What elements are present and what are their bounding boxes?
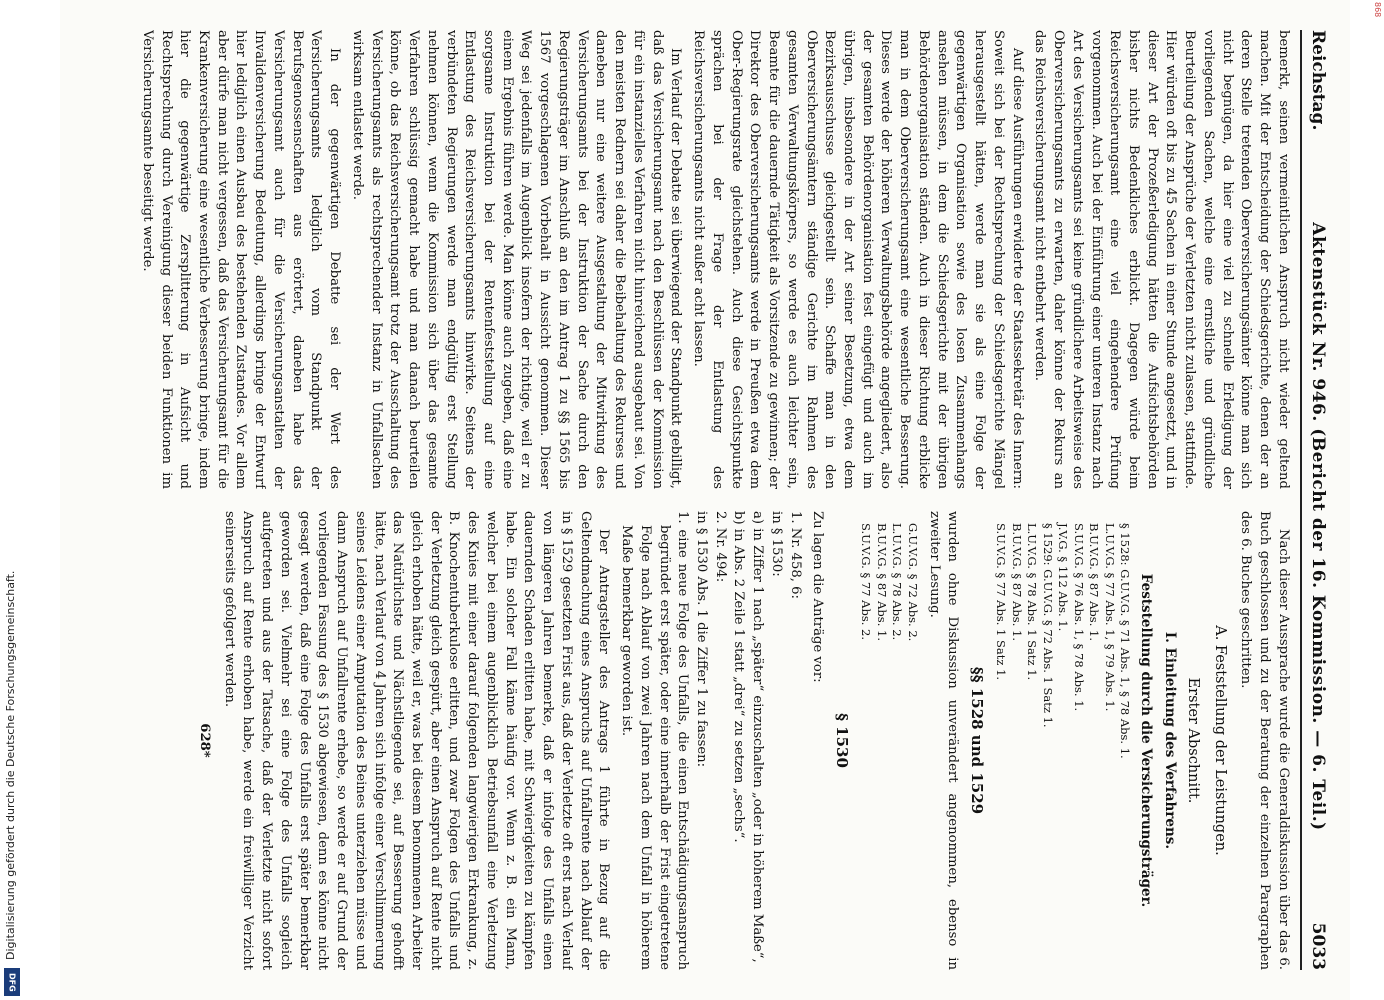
law-references [993,523,1133,970]
reference-line: J.V.G. § 112 Abs. 1. [1056,523,1071,632]
header-left: Reichstag. [1308,30,1328,131]
header-page-number: 5033 [1308,922,1328,970]
digitization-credit-strip [0,0,24,1000]
reference-line: § 1528: G.U.V.G. § 71 Abs. 1, § 78 Abs. 1. [1118,523,1133,759]
law-references [858,523,920,970]
list-item: b) in Abs. 2 Zeile 1 statt „drei“ zu setzen „sechs“. [731,511,747,843]
motion-list [616,511,803,970]
section-heading-i: I. Einleitung des Verfahrens. [1161,631,1178,850]
list-item: 1. eine neue Folge des Unfalls, die einen Entschädigungsanspruch begründet erst später, oder eine innerhalb der Frist eingetretene Folge nach Ablauf von zwei Jahren nach dem Unfall in höherem Maße bemerkbar geworden ist. [619,511,691,970]
reference-line: B.U.V.G. § 87 Abs. 1. [1009,523,1024,641]
text-columns [102,30,1292,970]
paragraph: Auf diese Ausführungen erwiderte der Staatssekretär des Innern: Soweit sich bei der Rechtsprechung der Schiedsgerichte Mängel herausgestellt hätten, werde man sie als eine Folge der gegenwärtigen Organisation sowie des losen Zusammenhangs ansehen müssen, in dem die Schiedsgerichte mit der übrigen Behördenorganisation ständen. Auch in dieser Richtung erblicke man in dem Oberversicherungsamt eine wesentliche Besserung. Dieses werde der höheren Verwaltungsbehörde angegliedert, also der gesamten Behördenorganisation fest eingefügt und auch im übrigen, insbesondere in der Art seiner Besetzung, etwa dem Bezirksausschusse gleichgestellt sein. Schaffe man in den Oberversicherungsämtern ständige Gerichte im Rahmen des gesamten Verwaltungskörpers, so werde es auch leichter sein, Beamte für die dauernde Tätigkeit als Vorsitzende zu gewinnen; der Direktor des Oberversicherungsamts werde in Preußen etwa dem Ober-Regierungsrate gleichstehen. Auch diese Gesichtspunkte sprächen bei der Frage der Entlastung des Reichsversicherungsamts nicht außer acht lassen. [691,30,1025,489]
reference-line: S.U.V.G. § 77 Abs. 2. [859,523,874,640]
reference-line: S.U.V.G. § 77 Abs. 1 Satz 1. [994,523,1009,681]
list-item: in § 1530: [768,511,784,577]
section-heading-a: A. Feststellung der Leistungen. [1211,625,1228,856]
section-heading-feststellung: Feststellung durch die Versicherungsträger. [1138,573,1155,908]
paragraph-heading-1528: §§ 1528 und 1529 [967,666,986,815]
reference-line: L.U.V.G. § 78 Abs. 2. [890,523,905,641]
list-item: in § 1530 Abs. 1 die Ziffer 1 zu fassen: [694,511,710,768]
reference-line: § 1529: G.U.V.G. § 72 Abs. 1 Satz 1. [1040,523,1055,728]
paragraph-heading-1530: § 1530 [832,713,851,768]
scanned-page [60,0,1350,1000]
right-column [102,511,1292,970]
paragraph: In der gegenwärtigen Debatte sei der Wert des Versicherungsamts lediglich vom Standpunkt der Berufsgenossenschaften aus erörtert, daneben habe das Versicherungsamt auch für die Versicherungsanstalten der Invalidenversicherung Bedeutung, allerdings bringe der Entwurf hier lediglich einen Ausbau des bestehenden Zustandes. Vor allem aber dürfe man nicht vergessen, daß das Versicherungsamt für die Krankenversicherung eine wesentliche Verbesserung bringe, indem hier die gegenwärtige Zersplitterung in Aufsicht und Rechtsprechung durch Vereinigung dieser beiden Funktionen im Versicherungsamte beseitigt werde. [139,30,343,489]
list-item: a) in Ziffer 1 nach „später“ einzuschalten „oder in höherem Maße“, [750,511,766,963]
list-item: 2. Nr. 494: [712,511,728,583]
header-title: Aktenstück Nr. 946. (Bericht der 16. Kommission. — 6. Teil.) [1308,222,1328,831]
reference-line: S.U.V.G. § 76 Abs. 1, § 78 Abs. 1. [1071,523,1086,712]
paragraph: Zu lagen die Anträge vor: [810,511,826,683]
paragraph: Nach dieser Aussprache wurde die Generaldiskussion über das 6. Buch geschlossen und zu der Beratung der einzelnen Paragraphen des 6. Buches geschritten. [1238,511,1291,970]
reference-line: B.U.V.G. § 87 Abs. 1. [1087,523,1102,641]
reference-line: B.U.V.G. § 87 Abs. 1. [874,523,889,641]
corner-page-id: 868 [1373,2,1382,18]
dfg-logo-badge: DFG [4,968,20,996]
list-item: 1. Nr. 458, 6: [787,511,803,599]
paragraph: Der Antragsteller des Antrags 1 führte in Bezug auf die Geltendmachung eines Anspruchs auf Unfallrente nach Ablauf der in § 1529 gesetzten Frist aus, daß der Verletzte oft erst nach Verlauf von längeren Jahren bemerke, daß er infolge des Unfalls einen dauernden Schaden erlitten habe, mit Schwierigkeiten zu kämpfen habe. Ein solcher Fall käme häufig vor. Wenn z. B. ein Mann, welcher bei einem augenblicklich Betriebsunfall eine Verletzung des Knies mit einer darauf folgenden langwierigen Erkrankung, z. B. Knochentuberkulose erlitten, und zwar Folgen des Unfalls und der Verletzung gleich gespürt, aber einen Anspruch auf Rente nicht gleich erhoben hätte, weil er, was bei diesem benommenen Arbeiter das Natürlichste und Nächstliegende sei, auf Besserung gehofft hätte, nach Verlauf von 4 Jahren sich infolge einer Verschlimmerung seines Leidens einer Amputation des Beines unterziehen müsse und dann Anspruch auf Unfallrente erhebe, so werde er auf Grund der vorliegenden Fassung des § 1530 abgewiesen, denn es könne nicht gesagt werden, daß eine Folge des Unfalls erst später bemerkbar geworden sei. Vielmehr sei eine Folge des Unfalls sogleich aufgetreten und aus der Tatsache, daß der Verletzte nicht sofort Anspruch auf Rente erhoben habe, werde ein freiwilliger Verzicht seinerseits gefolgert werden. [221,511,612,970]
page-header [1300,30,1330,970]
footer-sheet-number: 628* [196,723,212,758]
paragraph: Im Verlauf der Debatte sei überwiegend der Standpunkt gebilligt, daß das Versicherungsamt nach den Beschlüssen der Kommission für ein instanzielles Verfahren nicht hinreichend ausgebaut sei. Von den meisten Rednern sei daher die Beibehaltung des Rekurses und daneben nur eine weitere Ausgestaltung der Mitwirkung des Versicherungsamts bei der Instruktion der Sache durch den Regierungsträger im Anschluß an den im Antrag 1 zu §§ 1565 bis 1567 vorgeschlagenen Vorbehalt in Aussicht genommen. Dieser Weg sei jedenfalls im Augenblick insofern der richtige, weil er zu einem Ergebnis führen werde. Man könne auch zugeben, daß eine sorgsame Instruktion bei der Rentenfeststellung auf eine Entlastung des Reichsversicherungsamts hinwirke. Seitens der verbündeten Regierungen werde man endgültig erst Stellung nehmen können, wenn die Kommission sich über das gesamte Verfahren schlüssig gemacht habe und man danach beurteilen könne, ob das Reichsversicherungsamt trotz der Ausschaltung des Versicherungsamts als rechtsprechender Instanz in Unfallsachen wirksam entlastet werde. [349,30,684,489]
paragraph: bemerkt, seinen vermeintlichen Anspruch nicht wieder geltend machen. Mit der Entscheidung der Schiedsgerichte, denen der an deren Stelle tretenden Oberversicherungsämter könne man sich nicht begnügen, da hier eine viel zu schnelle Erledigung der vorliegenden Sachen, welche eine ernstliche und gründliche Beurteilung der Ansprüche der Verletzten nicht zulassen, stattfinde. Hier würden oft bis zu 45 Sachen in einer Stunde angesetzt, und in dieser Art der Prozeßerledigung hätten die Aufsichtsbehörden bisher nichts Bedenkliches erblickt. Dagegen würde beim Reichsversicherungsamt eine viel eingehendere Prüfung vorgenommen. Auch bei der Einführung einer unteren Instanz nach Art des Versicherungsamts sei keine gründlichere Arbeitsweise des Oberversicherungsamts zu erwarten, daher könne der Rekurs an das Reichsversicherungsamt nicht entbehrt werden. [1032,30,1291,489]
reference-line: L.U.V.G. § 78 Abs. 1 Satz 1. [1025,523,1040,681]
paragraph: wurden ohne Diskussion unverändert angenommen, ebenso in zweiter Lesung. [926,511,961,970]
reference-line: G.U.V.G. § 72 Abs. 2. [905,523,920,642]
reference-line: L.U.V.G. § 77 Abs. 1, § 79 Abs. 1. [1102,523,1117,712]
digitization-credit-text: Digitalisierung gefördert durch die Deutsche Forschungsgemeinschaft. [4,570,17,960]
left-column [102,30,1292,489]
page-content [80,30,1330,970]
section-heading-erster: Erster Abschnitt. [1185,677,1202,804]
